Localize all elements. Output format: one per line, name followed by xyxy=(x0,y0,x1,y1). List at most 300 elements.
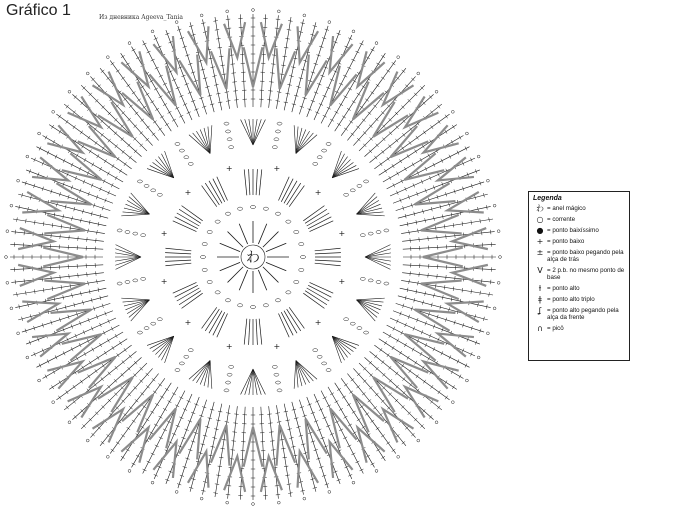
stitch-column xyxy=(190,22,214,112)
stitch-tick xyxy=(401,364,404,368)
stitch-tick xyxy=(146,126,149,129)
stitch-tick xyxy=(337,123,341,125)
stitch-tick xyxy=(428,154,430,158)
wedge-mark xyxy=(404,153,444,179)
credit-text: Из дневника Ageeva_Tania xyxy=(99,14,183,21)
stitch-tick xyxy=(155,108,159,110)
stitch-tick xyxy=(63,159,65,163)
stitch-tick xyxy=(88,281,89,285)
stitch-tick xyxy=(351,59,355,61)
legend-row-front-loop-dc xyxy=(533,307,625,321)
stitch-tick xyxy=(425,167,427,171)
stitch-tick xyxy=(155,445,159,447)
stitch-tick xyxy=(163,408,167,410)
stitch-tick xyxy=(435,284,436,288)
stitch-tick xyxy=(163,429,167,431)
center-stitch xyxy=(263,267,279,283)
stitch-tick xyxy=(47,151,49,155)
stitch-tick xyxy=(392,346,394,350)
fan-stitch xyxy=(356,300,375,321)
stitch-tick xyxy=(76,357,78,361)
stitch-tick xyxy=(220,448,224,449)
stitch-tick xyxy=(226,101,230,102)
stitch-tick xyxy=(92,163,94,167)
stitch-tick xyxy=(45,375,47,379)
stitch-tick xyxy=(172,393,176,395)
stitch-tick xyxy=(222,439,226,440)
chain-loop xyxy=(224,122,229,125)
stitch-tick xyxy=(351,133,354,136)
chain-loop xyxy=(263,304,268,307)
stitch-column xyxy=(341,60,396,135)
sc-mark: + xyxy=(160,276,168,286)
stitch-tick xyxy=(397,339,399,343)
stitch-tick xyxy=(368,399,371,402)
stitch-tick xyxy=(146,385,149,388)
fan-stitch xyxy=(356,200,378,214)
fan-stitch xyxy=(253,369,261,395)
edge-mark xyxy=(52,401,55,404)
stitch-tick xyxy=(119,169,121,173)
wedge-mark xyxy=(44,280,85,299)
stitch-tick xyxy=(51,125,53,129)
stitch-tick xyxy=(384,169,386,173)
chain-loop xyxy=(350,189,355,192)
stitch-tick xyxy=(480,219,481,223)
stitch-tick xyxy=(351,453,355,455)
stitch-tick xyxy=(381,55,385,57)
stitch-tick xyxy=(376,449,380,451)
stitch-tick xyxy=(226,413,230,414)
stitch-tick xyxy=(150,432,154,434)
stitch-tick xyxy=(392,164,394,168)
stitch-tick xyxy=(452,125,454,129)
stitch-tick xyxy=(281,65,285,66)
wedge-mark xyxy=(149,408,175,448)
stitch-tick xyxy=(353,80,357,82)
stitch-tick xyxy=(393,327,395,331)
chain-loop xyxy=(272,365,277,368)
stitch-tick xyxy=(433,347,435,351)
stitch-tick xyxy=(438,120,441,124)
stitch-tick xyxy=(344,128,348,131)
stitch-tick xyxy=(59,130,61,134)
chain-loop xyxy=(376,231,381,234)
stitch-tick xyxy=(451,140,453,144)
stitch-tick xyxy=(357,419,361,421)
stitch-tick xyxy=(360,405,364,408)
stitch-tick xyxy=(409,383,412,386)
stitch-tick xyxy=(141,86,145,88)
stitch-column xyxy=(400,206,491,225)
stitch-tick xyxy=(79,343,81,347)
stitch-tick xyxy=(457,359,459,363)
chain-loop xyxy=(237,304,242,307)
edge-mark xyxy=(417,72,420,75)
chain-loop xyxy=(137,331,142,334)
chain-loop xyxy=(188,349,193,352)
page-title: Gráfico 1 xyxy=(6,2,71,19)
chain-loop xyxy=(229,365,234,368)
chain-loop xyxy=(133,279,138,282)
stitch-tick xyxy=(489,292,490,296)
stitch-tick xyxy=(284,47,288,48)
stitch-tick xyxy=(225,92,229,93)
stitch-tick xyxy=(277,92,281,93)
chain-loop xyxy=(224,389,229,392)
stitch-tick xyxy=(451,370,453,374)
stitch-tick xyxy=(368,112,371,115)
fan-stitch xyxy=(356,193,375,214)
legend-row-slip-stitch xyxy=(533,227,625,234)
stitch-tick xyxy=(438,390,441,394)
edge-mark xyxy=(397,455,400,458)
stitch-column xyxy=(15,288,106,307)
stitch-tick xyxy=(94,128,97,131)
chain-loop xyxy=(202,268,207,271)
stitch-tick xyxy=(82,145,84,149)
stitch-tick xyxy=(122,360,125,363)
sc-mark: + xyxy=(225,341,233,351)
chain-loop xyxy=(225,299,230,302)
edge-mark xyxy=(252,503,255,506)
stitch-tick xyxy=(457,151,459,155)
stitch-column xyxy=(81,85,147,151)
stitch-tick xyxy=(215,29,219,30)
shell-stitch xyxy=(315,260,341,261)
stitch-tick xyxy=(73,400,76,403)
stitch-tick xyxy=(480,291,481,295)
chain-loop xyxy=(250,205,255,208)
chain-loop xyxy=(137,180,142,183)
edge-mark xyxy=(435,90,438,93)
fan-stitch xyxy=(158,336,173,357)
stitch-tick xyxy=(168,401,172,403)
stitch-tick xyxy=(366,455,370,457)
edge-mark xyxy=(151,481,154,484)
chain-loop xyxy=(364,331,369,334)
stitch-tick xyxy=(392,449,396,452)
stitch-tick xyxy=(95,369,98,373)
stitch-tick xyxy=(76,154,78,158)
stitch-tick xyxy=(392,62,396,65)
stitch-tick xyxy=(88,229,89,233)
fan-stitch xyxy=(356,300,378,314)
edge-mark xyxy=(277,10,280,13)
stitch-column xyxy=(398,296,488,320)
stitch-tick xyxy=(150,411,154,413)
chain-loop xyxy=(286,220,291,223)
wedge-mark xyxy=(330,66,356,106)
stitch-tick xyxy=(155,67,159,69)
stitch-tick xyxy=(399,351,401,355)
stitch-tick xyxy=(416,375,419,379)
stitch-tick xyxy=(165,123,169,125)
stitch-tick xyxy=(347,67,351,69)
stitch-tick xyxy=(150,80,154,82)
chain-loop xyxy=(274,138,279,141)
chain-loop xyxy=(360,234,365,237)
shell-stitch xyxy=(249,319,250,345)
sc-mark: + xyxy=(338,229,346,239)
chain-loop xyxy=(317,355,322,358)
stitch-tick xyxy=(402,133,405,136)
edge-mark xyxy=(86,72,89,75)
single-crochet-icon: + xyxy=(536,237,544,246)
stitch-tick xyxy=(373,105,376,108)
stitch-tick xyxy=(381,360,384,363)
stitch-tick xyxy=(444,285,445,289)
edge-mark xyxy=(497,281,500,284)
stitch-tick xyxy=(417,339,419,343)
shell-stitch xyxy=(165,248,191,251)
edge-mark xyxy=(68,90,71,93)
stitch-tick xyxy=(152,133,155,136)
stitch-tick xyxy=(381,77,385,80)
stitch-tick xyxy=(52,223,53,227)
stitch-tick xyxy=(409,141,412,145)
stitch-tick xyxy=(124,162,127,166)
edge-mark xyxy=(375,42,378,45)
stitch-tick xyxy=(73,385,76,389)
chain-loop xyxy=(250,305,255,308)
stitch-tick xyxy=(129,406,132,409)
stitch-tick xyxy=(103,179,105,183)
triple-crochet-icon: ǂ xyxy=(538,295,542,304)
stitch-column xyxy=(359,85,425,151)
fan-stitch xyxy=(356,298,384,300)
stitch-tick xyxy=(172,119,176,121)
stitch-tick xyxy=(433,163,435,167)
legend-label: = corrente xyxy=(547,216,576,223)
stitch-tick xyxy=(376,63,380,65)
stitch-tick xyxy=(339,429,343,431)
stitch-tick xyxy=(430,385,433,389)
stitch-tick xyxy=(84,352,86,356)
stitch-tick xyxy=(435,226,436,230)
fan-stitch xyxy=(332,336,347,357)
stitch-tick xyxy=(213,21,217,22)
edge-mark xyxy=(5,256,8,259)
stitch-tick xyxy=(344,96,348,98)
edge-mark xyxy=(26,356,29,359)
wedge-mark xyxy=(179,419,200,460)
chain-loop xyxy=(237,207,242,210)
chain-loop xyxy=(151,189,156,192)
stitch-tick xyxy=(111,183,113,187)
stitch-tick xyxy=(112,164,114,168)
stitch-tick xyxy=(441,159,443,163)
legend-title: Legenda xyxy=(533,195,562,202)
stitch-tick xyxy=(344,416,348,418)
stitch-tick xyxy=(127,84,131,87)
stitch-column xyxy=(202,404,221,495)
stitch-tick xyxy=(73,125,76,129)
stitch-tick xyxy=(407,154,409,158)
chain-loop xyxy=(360,277,365,280)
stitch-tick xyxy=(437,105,440,108)
center-stitch xyxy=(239,270,247,290)
sc-mark: + xyxy=(314,187,322,197)
chain-loop xyxy=(202,242,207,245)
stitch-column xyxy=(81,363,147,429)
stitch-tick xyxy=(153,391,157,394)
stitch-column xyxy=(374,114,449,169)
stitch-tick xyxy=(283,457,287,458)
stitch-tick xyxy=(108,372,111,375)
stitch-tick xyxy=(395,139,398,142)
chain-loop xyxy=(317,156,322,159)
stitch-tick xyxy=(465,147,467,151)
stitch-tick xyxy=(141,426,145,428)
legend-label: = ponto baixo xyxy=(547,238,585,245)
edge-mark xyxy=(106,56,109,59)
stitch-tick xyxy=(351,378,354,381)
stitch-tick xyxy=(155,403,159,405)
stitch-tick xyxy=(73,111,76,114)
chain-loop xyxy=(125,231,130,234)
chain-loop xyxy=(184,355,189,358)
stitch-tick xyxy=(136,455,140,457)
magic-ring-icon: わ xyxy=(536,204,544,213)
stitch-tick xyxy=(97,356,99,360)
edge-mark xyxy=(277,501,280,504)
stitch-tick xyxy=(63,351,65,355)
stitch-tick xyxy=(387,157,390,161)
stitch-tick xyxy=(107,434,110,437)
fan-stitch xyxy=(294,125,296,153)
stitch-column xyxy=(190,402,214,492)
stitch-tick xyxy=(381,434,385,437)
stitch-tick xyxy=(39,364,41,368)
chain-loop xyxy=(263,207,268,210)
stitch-tick xyxy=(101,70,104,73)
stitch-tick xyxy=(137,99,141,102)
chain-loop xyxy=(207,230,212,233)
stitch-tick xyxy=(71,347,73,351)
stitch-tick xyxy=(121,456,125,458)
fan-stitch xyxy=(210,360,212,388)
stitch-tick xyxy=(111,327,113,331)
stitch-tick xyxy=(101,133,104,136)
stitch-tick xyxy=(115,145,118,148)
stitch-tick xyxy=(104,159,106,163)
stitch-tick xyxy=(218,47,222,48)
stitch-tick xyxy=(117,157,120,161)
stitch-tick xyxy=(353,432,357,434)
stitch-tick xyxy=(92,348,94,352)
fan-stitch xyxy=(332,159,350,177)
stitch-tick xyxy=(412,163,414,167)
wedge-mark xyxy=(68,387,101,418)
stitch-tick xyxy=(371,91,375,94)
stitch-tick xyxy=(388,145,391,148)
sc-mark: + xyxy=(160,229,168,239)
stitch-tick xyxy=(111,62,115,65)
stitch-tick xyxy=(175,405,179,407)
stitch-tick xyxy=(420,352,422,356)
fan-stitch xyxy=(131,193,150,214)
edge-mark xyxy=(200,14,203,17)
chain-loop xyxy=(322,149,327,152)
stitch-tick xyxy=(335,421,339,423)
stitch-tick xyxy=(45,136,47,140)
stitch-tick xyxy=(127,427,131,430)
wedge-mark xyxy=(383,72,414,105)
stitch-tick xyxy=(58,396,61,400)
edge-mark xyxy=(352,30,355,33)
stitch-tick xyxy=(94,383,97,386)
stitch-tick xyxy=(99,167,101,171)
stitch-tick xyxy=(362,392,365,395)
stitch-tick xyxy=(95,141,98,145)
fan-stitch xyxy=(245,119,253,145)
edge-mark xyxy=(226,10,229,13)
stitch-tick xyxy=(135,112,138,115)
chain-loop xyxy=(215,291,220,294)
stitch-tick xyxy=(280,439,284,440)
stitch-tick xyxy=(116,442,120,445)
shell-stitch xyxy=(259,319,262,345)
fan-stitch xyxy=(332,336,353,351)
wedge-mark xyxy=(44,215,85,234)
stitch-tick xyxy=(111,449,115,452)
stitch-tick xyxy=(449,155,451,159)
fan-stitch xyxy=(296,135,317,154)
stitch-tick xyxy=(339,83,343,85)
chain-loop xyxy=(277,122,282,125)
stitch-column xyxy=(359,363,425,429)
fan-stitch xyxy=(158,157,173,178)
stitch-tick xyxy=(80,131,83,135)
wedge-mark xyxy=(404,334,444,360)
stitch-column xyxy=(292,402,316,492)
stitch-tick xyxy=(163,83,167,85)
stitch-tick xyxy=(66,120,69,124)
edge-mark xyxy=(6,281,9,284)
stitch-tick xyxy=(167,421,171,423)
stitch-tick xyxy=(160,116,164,118)
stitch-tick xyxy=(165,388,169,390)
fan-stitch xyxy=(245,369,253,395)
stitch-tick xyxy=(374,355,377,358)
shell-stitch xyxy=(256,319,257,345)
stitch-tick xyxy=(425,343,427,347)
chain-loop xyxy=(275,130,280,133)
edge-mark xyxy=(328,21,331,24)
stitch-tick xyxy=(445,380,447,384)
stitch-tick xyxy=(87,171,89,175)
chain-loop xyxy=(227,138,232,141)
chain-loop xyxy=(272,146,277,149)
edge-mark xyxy=(417,439,420,442)
stitch-tick xyxy=(384,341,386,345)
legend-label: = ponto alto pegando pela alça da frente xyxy=(547,307,619,321)
chain-loop xyxy=(350,322,355,325)
wedge-mark xyxy=(92,72,123,105)
stitch-tick xyxy=(352,411,356,413)
stitch-tick xyxy=(142,405,146,408)
stitch-column xyxy=(15,206,106,225)
wedge-mark xyxy=(383,409,414,442)
stitch-tick xyxy=(167,91,171,93)
chain-loop xyxy=(275,381,280,384)
stitch-tick xyxy=(124,413,127,416)
stitch-tick xyxy=(386,442,390,445)
center-stitch xyxy=(239,224,247,244)
stitch-tick xyxy=(126,63,130,65)
stitch-tick xyxy=(39,147,41,151)
